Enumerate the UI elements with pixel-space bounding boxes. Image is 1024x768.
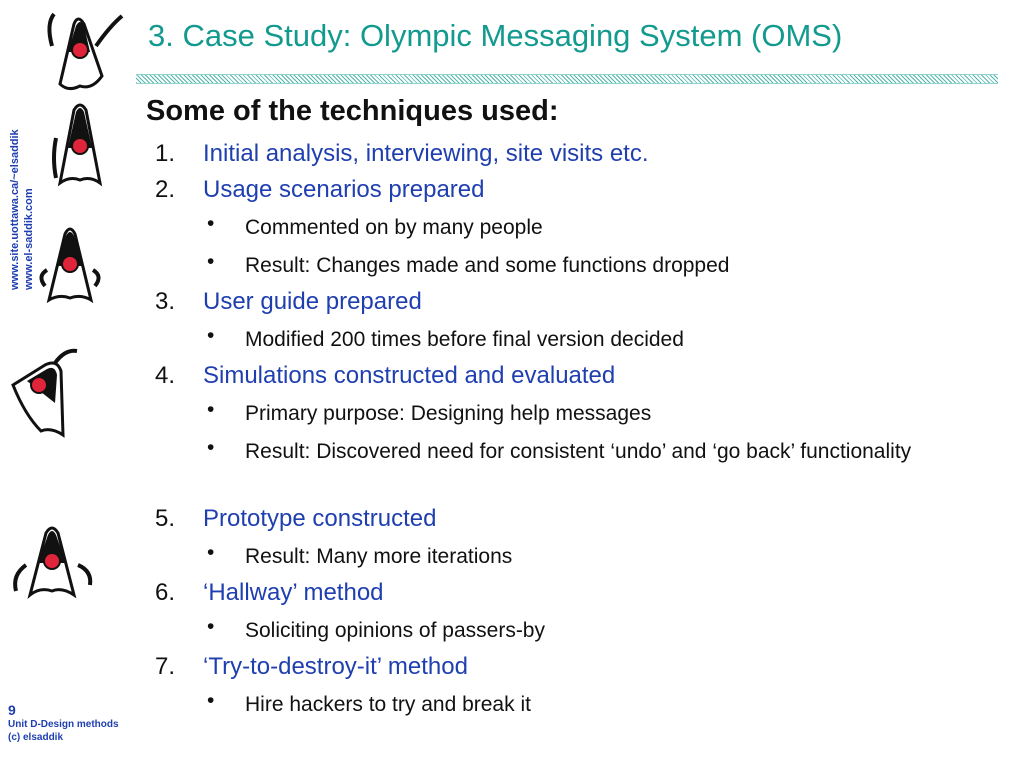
- duke-mascot-tumbling-icon: [5, 345, 85, 445]
- sub-list-item: [155, 212, 1015, 250]
- duke-mascot-standing-icon: [50, 98, 110, 193]
- list-item: [155, 505, 1015, 541]
- item-number: 5.: [155, 505, 176, 532]
- item-number: 2.: [155, 176, 176, 203]
- item-number: 7.: [155, 653, 176, 680]
- list-item: [155, 653, 1015, 689]
- sub-item-text: Result: Many more iterations: [245, 545, 513, 568]
- sub-item-text: Soliciting opinions of passers-by: [245, 619, 545, 642]
- bullet-icon: •: [207, 212, 215, 235]
- sub-list-item: [155, 689, 1015, 727]
- footer-copyright: (c) elsaddik: [8, 732, 64, 743]
- sub-list-item: [155, 398, 1015, 436]
- item-text: Initial analysis, interviewing, site visits etc.: [203, 140, 649, 167]
- side-url-2[interactable]: www.el-saddik.com: [23, 188, 35, 290]
- sub-item-text: Modified 200 times before final version decided: [245, 328, 684, 351]
- item-text: Simulations constructed and evaluated: [203, 362, 616, 389]
- sub-list-item: [155, 250, 1015, 288]
- item-text: Prototype constructed: [203, 505, 437, 532]
- bullet-icon: •: [207, 324, 215, 347]
- sub-list-item: [155, 324, 1015, 362]
- duke-mascot-hands-on-hips-icon: [35, 220, 105, 310]
- sub-list-item: [155, 615, 1015, 653]
- item-text: User guide prepared: [203, 288, 422, 315]
- sub-item-text: Primary purpose: Designing help messages: [245, 402, 652, 425]
- item-text: ‘Try-to-destroy-it’ method: [203, 653, 468, 680]
- slide-title: 3. Case Study: Olympic Messaging System (OMS): [148, 18, 843, 53]
- duke-mascot-waving-icon: [40, 6, 130, 96]
- list-item: [155, 140, 1015, 176]
- sub-item-text: Commented on by many people: [245, 216, 543, 239]
- bullet-icon: •: [207, 250, 215, 273]
- sub-item-text: Hire hackers to try and break it: [245, 693, 531, 716]
- techniques-list: [155, 140, 1015, 727]
- bullet-icon: •: [207, 436, 215, 459]
- sub-item-text: Result: Changes made and some functions dropped: [245, 254, 730, 277]
- list-item: [155, 579, 1015, 615]
- bullet-icon: •: [207, 689, 215, 712]
- slide-heading: Some of the techniques used:: [146, 95, 559, 127]
- sub-item-text: Result: Discovered need for consistent ‘undo’ and ‘go back’ functionality: [245, 440, 912, 463]
- duke-mascot-arms-up-icon: [8, 515, 98, 605]
- item-number: 1.: [155, 140, 176, 167]
- list-item: [155, 362, 1015, 398]
- bullet-icon: •: [207, 541, 215, 564]
- title-divider: [136, 74, 998, 84]
- bullet-icon: •: [207, 398, 215, 421]
- item-text: Usage scenarios prepared: [203, 176, 485, 203]
- page-number: 9: [8, 702, 16, 718]
- list-item: [155, 288, 1015, 324]
- item-number: 6.: [155, 579, 176, 606]
- slide-footer: [8, 702, 119, 744]
- sub-list-item: [155, 541, 1015, 579]
- side-url-1[interactable]: www.site.uottawa.ca/~elsaddik: [9, 129, 21, 290]
- bullet-icon: •: [207, 615, 215, 638]
- item-text: ‘Hallway’ method: [203, 579, 384, 606]
- item-number: 4.: [155, 362, 176, 389]
- list-item: [155, 176, 1015, 212]
- footer-unit: Unit D-Design methods: [8, 719, 119, 730]
- item-number: 3.: [155, 288, 176, 315]
- sub-list-item: [155, 436, 1015, 505]
